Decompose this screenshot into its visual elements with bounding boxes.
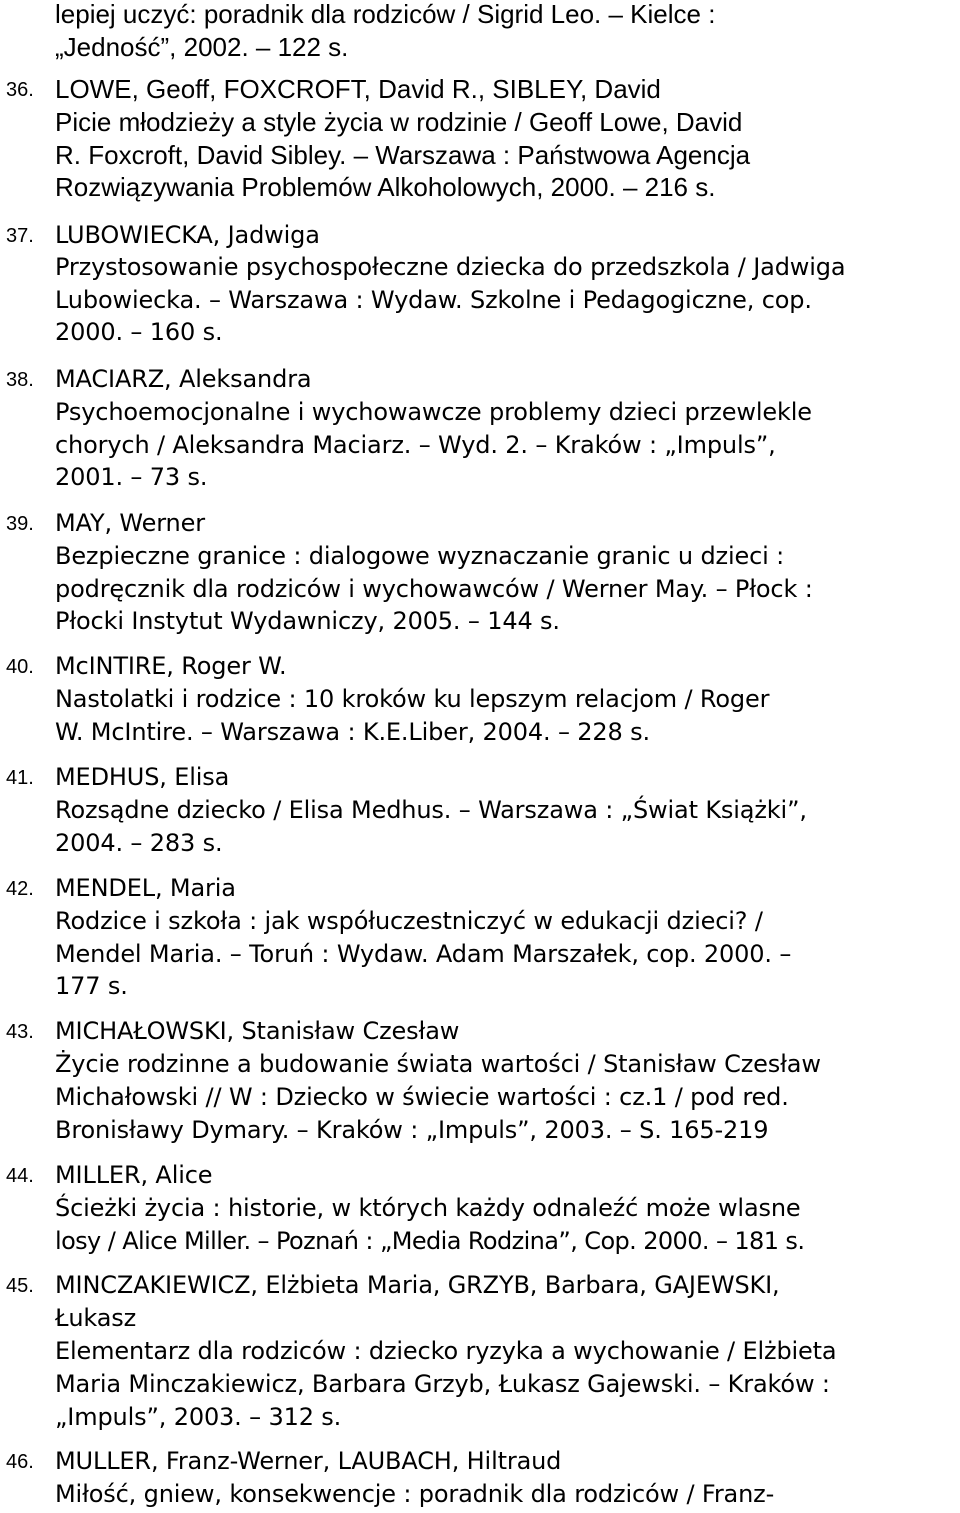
entry-line: Rozsądne dziecko / Elisa Medhus. – Warszawa : „Świat Książki”, xyxy=(55,796,807,824)
entry-number: 40. xyxy=(6,656,34,678)
entry-line: Płocki Instytut Wydawniczy, 2005. – 144 s. xyxy=(55,607,560,635)
entry-line: 2000. – 160 s. xyxy=(55,318,223,346)
entry-author: MINCZAKIEWICZ, Elżbieta Maria, GRZYB, Barbara, GAJEWSKI, xyxy=(55,1271,780,1299)
entry-author: MULLER, Franz-Werner, LAUBACH, Hiltraud xyxy=(55,1447,562,1475)
entry-number: 44. xyxy=(6,1165,34,1187)
entry-author: Łukasz xyxy=(55,1304,137,1332)
entry-line: 2004. – 283 s. xyxy=(55,829,223,857)
entry-author: MACIARZ, Aleksandra xyxy=(55,365,312,393)
entry-line: Bezpieczne granice : dialogowe wyznaczanie granic u dzieci : xyxy=(55,542,785,570)
entry-line: Rodzice i szkoła : jak współuczestniczyć w edukacji dzieci? / xyxy=(55,907,763,935)
entry-line: Miłość, gniew, konsekwencje : poradnik dla rodziców / Franz- xyxy=(55,1480,775,1508)
entry-number: 43. xyxy=(6,1021,34,1043)
entry-number: 39. xyxy=(6,513,34,535)
entry-line: Bronisławy Dymary. – Kraków : „Impuls”, 2003. – S. 165-219 xyxy=(55,1116,769,1144)
entry-line: Psychoemocjonalne i wychowawcze problemy dzieci przewlekle xyxy=(55,398,812,426)
entry-line: Rozwiązywania Problemów Alkoholowych, 2000. – 216 s. xyxy=(55,172,716,202)
entry-line: Picie młodzieży a style życia w rodzinie / Geoff Lowe, David xyxy=(55,107,743,137)
entry-number: 42. xyxy=(6,878,34,900)
entry-author: MILLER, Alice xyxy=(55,1161,213,1189)
entry-line: Lubowiecka. – Warszawa : Wydaw. Szkolne i Pedagogiczne, cop. xyxy=(55,286,812,314)
entry-number: 41. xyxy=(6,767,34,789)
entry-line: Mendel Maria. – Toruń : Wydaw. Adam Marszałek, cop. 2000. – xyxy=(55,940,792,968)
entry-number: 38. xyxy=(6,369,34,391)
entry-number: 37. xyxy=(6,225,34,247)
intro-line: „Jedność”, 2002. – 122 s. xyxy=(55,32,349,62)
entry-author: LUBOWIECKA, Jadwiga xyxy=(55,221,320,249)
entry-line: losy / Alice Miller. – Poznań : „Media Rodzina”, Cop. 2000. – 181 s. xyxy=(55,1227,805,1255)
entry-number: 36. xyxy=(6,79,34,101)
entry-author: MICHAŁOWSKI, Stanisław Czesław xyxy=(55,1017,460,1045)
entry-line: 177 s. xyxy=(55,972,128,1000)
entry-line: Elementarz dla rodziców : dziecko ryzyka a wychowanie / Elżbieta xyxy=(55,1337,837,1365)
entry-author: McINTIRE, Roger W. xyxy=(55,652,287,680)
entry-author: MAY, Werner xyxy=(55,509,205,537)
entry-author: MEDHUS, Elisa xyxy=(55,763,230,791)
entry-line: W. McIntire. – Warszawa : K.E.Liber, 2004. – 228 s. xyxy=(55,718,650,746)
entry-line: Ścieżki życia : historie, w których każdy odnaleźć może wlasne xyxy=(55,1194,801,1222)
entry-line: Życie rodzinne a budowanie świata wartości / Stanisław Czesław xyxy=(55,1050,821,1078)
entry-line: Przystosowanie psychospołeczne dziecka do przedszkola / Jadwiga xyxy=(55,253,846,281)
entry-line: chorych / Aleksandra Maciarz. – Wyd. 2. – Kraków : „Impuls”, xyxy=(55,431,776,459)
entry-number: 45. xyxy=(6,1275,34,1297)
entry-line: 2001. – 73 s. xyxy=(55,463,208,491)
entry-line: podręcznik dla rodziców i wychowawców / Werner May. – Płock : xyxy=(55,575,813,603)
entry-author: MENDEL, Maria xyxy=(55,874,236,902)
entry-line: „Impuls”, 2003. – 312 s. xyxy=(55,1403,342,1431)
entry-line: R. Foxcroft, David Sibley. – Warszawa : Państwowa Agencja xyxy=(55,140,751,170)
entry-line: Maria Minczakiewicz, Barbara Grzyb, Łukasz Gajewski. – Kraków : xyxy=(55,1370,830,1398)
intro-line: lepiej uczyć: poradnik dla rodziców / Sigrid Leo. – Kielce : xyxy=(55,0,716,29)
entry-author: LOWE, Geoff, FOXCROFT, David R., SIBLEY, David xyxy=(55,74,661,104)
entry-line: Michałowski // W : Dziecko w świecie wartości : cz.1 / pod red. xyxy=(55,1083,789,1111)
entry-line: Nastolatki i rodzice : 10 kroków ku lepszym relacjom / Roger xyxy=(55,685,770,713)
entry-number: 46. xyxy=(6,1451,34,1473)
